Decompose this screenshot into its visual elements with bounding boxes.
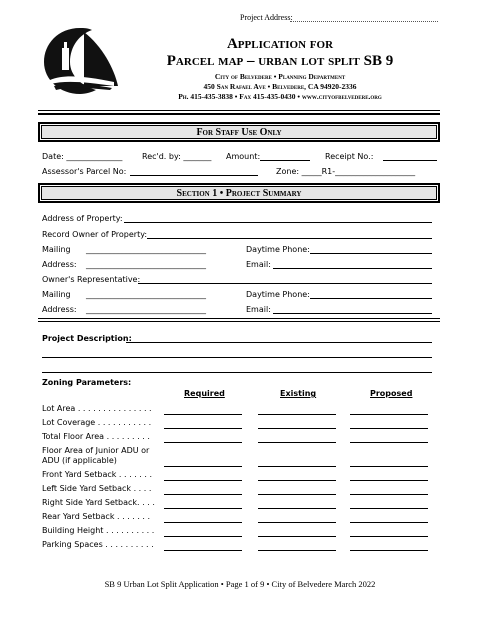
project-description-field-1[interactable]: [126, 342, 432, 343]
zoning-required-field[interactable]: [164, 550, 242, 551]
zoning-proposed-field[interactable]: [350, 442, 428, 443]
zoning-proposed-field[interactable]: [350, 494, 428, 495]
row-building-height: Building Height . . . . . . . . . .: [42, 526, 155, 535]
row-lot-coverage: Lot Coverage . . . . . . . . . . .: [42, 418, 152, 427]
row-parking-spaces: Parking Spaces . . . . . . . . . .: [42, 540, 154, 549]
project-description-label: Project Description:: [42, 334, 132, 343]
org-line: City of Belvedere • Planning Department: [214, 72, 346, 81]
zoning-proposed-field[interactable]: [350, 522, 428, 523]
row-front-yard: Front Yard Setback . . . . . . .: [42, 470, 152, 479]
zoning-required-field[interactable]: [164, 522, 242, 523]
owners-rep-field[interactable]: [138, 283, 432, 284]
row-adu-floor-area: Floor Area of Junior ADU or: [42, 446, 150, 455]
row-right-side-yard: Right Side Yard Setback. . . .: [42, 498, 155, 507]
header-divider: [38, 110, 440, 111]
zoning-existing-field[interactable]: [258, 480, 336, 481]
address-property-field[interactable]: [124, 222, 432, 223]
rep-email-label: Email:: [246, 305, 271, 314]
zoning-title: Zoning Parameters:: [42, 378, 132, 387]
row-total-floor-area: Total Floor Area . . . . . . . . .: [42, 432, 150, 441]
row-lot-area: Lot Area . . . . . . . . . . . . . . .: [42, 404, 152, 413]
date-label: Date: ______________: [42, 152, 123, 161]
zoning-proposed-field[interactable]: [350, 466, 428, 467]
zoning-required-field[interactable]: [164, 414, 242, 415]
recd-label: Rec'd. by: _______: [142, 152, 212, 161]
section-divider: [38, 318, 440, 319]
row-adu-floor-area-2: ADU (if applicable): [42, 456, 117, 465]
project-address-field[interactable]: [290, 21, 438, 22]
zoning-existing-field[interactable]: [258, 522, 336, 523]
section-divider-2: [38, 321, 440, 322]
zoning-existing-field[interactable]: [258, 550, 336, 551]
zoning-existing-field[interactable]: [258, 442, 336, 443]
zoning-proposed-field[interactable]: [350, 550, 428, 551]
project-address-label: Project Address:: [240, 13, 293, 22]
contact-line: Ph. 415-435-3838 • Fax 415-435-0430 • www.cityofbelvedere.org: [178, 92, 382, 101]
zoning-existing-field[interactable]: [258, 414, 336, 415]
city-logo: [40, 24, 120, 96]
zoning-existing-field[interactable]: [258, 494, 336, 495]
address-line: 450 San Rafael Ave • Belvedere, CA 94920-2336: [203, 82, 357, 91]
zoning-proposed-field[interactable]: [350, 428, 428, 429]
rep-mailing-field[interactable]: ______________________________: [86, 290, 206, 299]
zoning-required-field[interactable]: [164, 466, 242, 467]
record-owner-field[interactable]: [147, 238, 432, 239]
owners-rep-label: Owner's Representative:: [42, 275, 141, 284]
owner-mailing-label: Mailing: [42, 245, 71, 254]
rep-mailing-label: Mailing: [42, 290, 71, 299]
row-left-side-yard: Left Side Yard Setback . . . .: [42, 484, 152, 493]
col-existing: Existing: [280, 389, 317, 398]
staff-use-heading: For Staff Use Only: [38, 122, 440, 142]
title-line2: Parcel map – urban lot split SB 9: [166, 53, 394, 69]
owner-address-field[interactable]: ______________________________: [86, 260, 206, 269]
amount-label: Amount:: [226, 152, 261, 161]
zoning-existing-field[interactable]: [258, 508, 336, 509]
header-divider-2: [38, 113, 440, 115]
rep-email-field[interactable]: [273, 313, 432, 314]
row-rear-yard: Rear Yard Setback . . . . . . .: [42, 512, 151, 521]
address-property-label: Address of Property:: [42, 214, 123, 223]
zoning-proposed-field[interactable]: [350, 536, 428, 537]
parcel-field[interactable]: [130, 175, 258, 176]
owner-phone-field[interactable]: [310, 253, 432, 254]
zoning-required-field[interactable]: [164, 428, 242, 429]
zoning-existing-field[interactable]: [258, 466, 336, 467]
rep-address-field[interactable]: ______________________________: [86, 305, 206, 314]
zoning-required-field[interactable]: [164, 480, 242, 481]
zoning-required-field[interactable]: [164, 508, 242, 509]
title-line1: Application for: [226, 36, 334, 52]
amount-field[interactable]: [260, 160, 310, 161]
owner-mailing-field[interactable]: ______________________________: [86, 245, 206, 254]
receipt-field[interactable]: [383, 160, 437, 161]
zoning-proposed-field[interactable]: [350, 508, 428, 509]
zoning-required-field[interactable]: [164, 442, 242, 443]
rep-phone-field[interactable]: [310, 298, 432, 299]
zoning-proposed-field[interactable]: [350, 480, 428, 481]
zoning-proposed-field[interactable]: [350, 414, 428, 415]
project-description-field-3[interactable]: [42, 372, 432, 373]
receipt-label: Receipt No.:: [325, 152, 374, 161]
zoning-required-field[interactable]: [164, 536, 242, 537]
section1-heading: Section 1 • Project Summary: [38, 183, 440, 203]
col-proposed: Proposed: [370, 389, 413, 398]
zone-label: Zone: _____R1-____________________: [276, 167, 416, 176]
footer-text: SB 9 Urban Lot Split Application • Page 1 of 9 • City of Belvedere March 2022: [104, 579, 376, 589]
rep-address-label: Address:: [42, 305, 77, 314]
rep-phone-label: Daytime Phone:: [246, 290, 310, 299]
zoning-existing-field[interactable]: [258, 536, 336, 537]
record-owner-label: Record Owner of Property:: [42, 230, 148, 239]
owner-email-label: Email:: [246, 260, 271, 269]
col-required: Required: [184, 389, 225, 398]
zoning-required-field[interactable]: [164, 494, 242, 495]
owner-address-label: Address:: [42, 260, 77, 269]
parcel-label: Assessor's Parcel No:: [42, 167, 127, 176]
owner-phone-label: Daytime Phone:: [246, 245, 310, 254]
project-description-field-2[interactable]: [42, 357, 432, 358]
zoning-existing-field[interactable]: [258, 428, 336, 429]
owner-email-field[interactable]: [273, 268, 432, 269]
